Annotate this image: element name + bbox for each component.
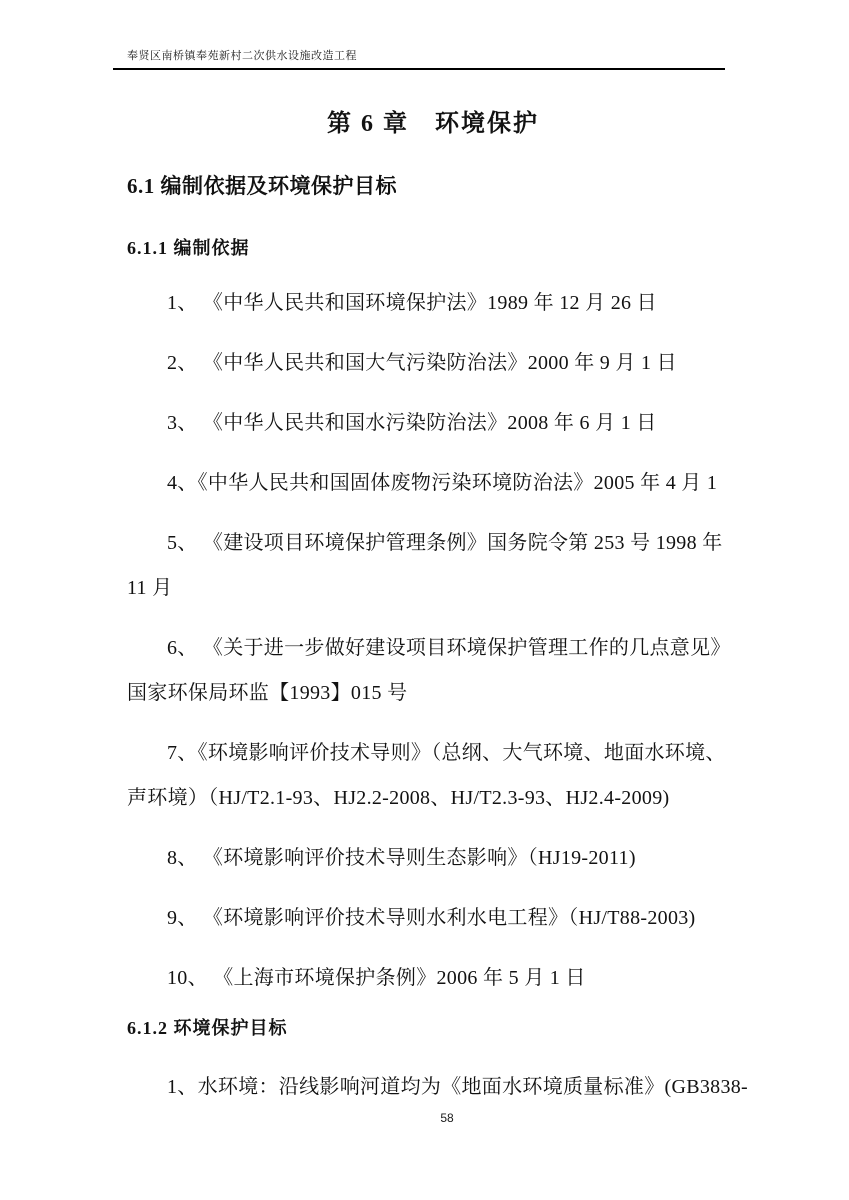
list-item-5: [127, 521, 739, 611]
paragraph-line: 1、水环境：沿线影响河道均为《地面水环境质量标准》(GB3838-: [167, 1076, 749, 1098]
header-project-name: 奉贤区南桥镇奉苑新村二次供水设施改造工程: [127, 50, 357, 62]
list-item-line: 10、 《上海市环境保护条例》2006 年 5 月 1 日: [167, 967, 586, 989]
list-item-line: 8、 《环境影响评价技术导则生态影响》（HJ19-2011): [167, 847, 636, 869]
water-environment-paragraph: [127, 1065, 749, 1110]
list-item-line-continuation: 11 月: [127, 577, 173, 599]
page-footer: [127, 1110, 767, 1126]
list-item-8: [127, 836, 739, 881]
chapter-title: 第 6 章 环境保护: [327, 111, 539, 137]
list-item-line: 7、《环境影响评价技术导则》（总纲、大气环境、地面水环境、: [167, 742, 726, 764]
page-number: 58: [440, 1111, 454, 1125]
list-item-line: 1、 《中华人民共和国环境保护法》1989 年 12 月 26 日: [167, 292, 657, 314]
list-item-3: [127, 401, 739, 446]
reference-list: [127, 281, 739, 1001]
list-item-9: [127, 896, 739, 941]
list-item-1: [127, 281, 739, 326]
list-item-line-continuation: 国家环保局环监【1993】015 号: [127, 682, 408, 704]
list-item-line: 9、 《环境影响评价技术导则水利水电工程》（HJ/T88-2003): [167, 907, 696, 929]
list-item-line: 5、 《建设项目环境保护管理条例》国务院令第 253 号 1998 年: [167, 532, 723, 554]
list-item-line-continuation: 声环境）（HJ/T2.1-93、HJ2.2-2008、HJ/T2.3-93、HJ2.4-2009): [127, 787, 670, 809]
section-heading-6-1: 6.1 编制依据及环境保护目标: [127, 174, 397, 198]
list-item-7: [127, 731, 739, 821]
list-item-line: 4、《中华人民共和国固体废物污染环境防治法》2005 年 4 月 1: [167, 472, 718, 494]
list-item-10: [127, 956, 739, 1001]
list-item-line: 3、 《中华人民共和国水污染防治法》2008 年 6 月 1 日: [167, 412, 657, 434]
page-body: [127, 0, 749, 1125]
section-heading-6-1-1: 6.1.1 编制依据: [127, 238, 250, 258]
list-item-6: [127, 626, 739, 716]
list-item-4: [127, 461, 739, 506]
list-item-2: [127, 341, 739, 386]
section-heading-6-1-2: 6.1.2 环境保护目标: [127, 1018, 288, 1038]
list-item-line: 6、 《关于进一步做好建设项目环境保护管理工作的几点意见》: [167, 637, 731, 659]
list-item-line: 2、 《中华人民共和国大气污染防治法》2000 年 9 月 1 日: [167, 352, 677, 374]
